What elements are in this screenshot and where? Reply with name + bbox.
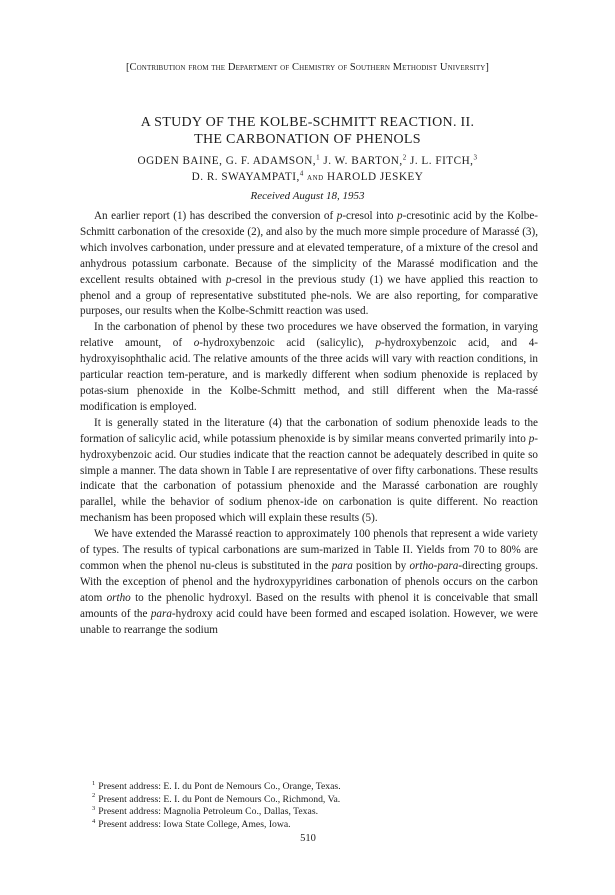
- title-line-2: THE CARBONATION OF PHENOLS: [194, 132, 421, 147]
- footnote-mark: 4: [92, 817, 96, 825]
- author-2-footnote-mark: 1: [316, 153, 321, 162]
- footnotes: [80, 781, 538, 831]
- author-3-footnote-mark: 2: [402, 153, 407, 162]
- footnote-text: Present address: Iowa State College, Ames, Iowa.: [98, 818, 291, 830]
- paragraph-4: We have extended the Marassé reaction to approximately 100 phenols that represent a wide variety of types. The results of typical carbonations are sum-marized in Table II. Yields from 70 to 80% are common when the phenol nu-cleus is substituted in the para position by ortho-para-directing groups. With the exception of phenol and the hydroxypyridines carbonation of phenols occurs on the carbon atom ortho to the phenolic hydroxyl. Based on the results with phenol it is conceivable that small amounts of the para-hydroxy acid could have been formed and escaped isolation. However, we were unable to rearrange the sodium: [80, 528, 539, 636]
- article-title: [60, 114, 555, 148]
- paragraph-3: It is generally stated in the literature (4) that the carbonation of sodium phenoxide leads to the formation of salicylic acid, while potassium phenoxide is by similar means converted primarily into p-hydroxybenzoic acid. Our studies indicate that the reaction cannot be adequately described in quite so simple a manner. The data shown in Table I are representative of over fifty carbonations. These results indicate that the carbonation of potassium phenoxide and the Marassé carbonation are roughly parallel, while the behavior of sodium phenox-ide on carbonation is quite different. No reaction mechanism has been proposed which will explain these results (5).: [80, 416, 538, 525]
- author-line-2: [60, 169, 555, 186]
- footnote-mark: 2: [92, 792, 96, 800]
- contribution-line: [Contribution from the Department of Chemistry of Southern Methodist University]: [125, 62, 490, 73]
- footnote-text: Present address: E. I. du Pont de Nemours Co., Orange, Texas.: [98, 781, 341, 792]
- author-5-footnote-mark: 4: [299, 169, 304, 178]
- footnote-2: [80, 794, 538, 807]
- author-5: D. R. SWAYAMPATI,: [191, 171, 300, 183]
- article-body: [80, 209, 538, 638]
- author-conjunction: and: [307, 172, 324, 183]
- author-6: HAROLD JESKEY: [327, 171, 424, 183]
- author-4-footnote-mark: 3: [473, 153, 478, 162]
- author-4: J. L. FITCH,: [409, 155, 474, 167]
- author-3: J. W. BARTON,: [323, 155, 403, 167]
- paragraph-2: In the carbonation of phenol by these two procedures we have observed the formation, in varying relative amount, of o-hydroxybenzoic acid (salicylic), p-hydroxybenzoic acid, and 4-hydroxyisophthalic acid. The relative amounts of the three acids will vary with reaction conditions, in particular reaction tem-perature, and is markedly different when sodium phenoxide is replaced by potas-sium phenoxide in the Kolbe-Schmitt method, and still different when the Ma-rassé modification is employed.: [80, 321, 539, 413]
- footnote-text: Present address: E. I. du Pont de Nemours Co., Richmond, Va.: [98, 793, 341, 805]
- footnote-mark: 3: [92, 804, 96, 812]
- footnote-4: [80, 819, 538, 832]
- footnote-mark: 1: [92, 779, 96, 787]
- author-1: OGDEN BAINE,: [137, 155, 223, 167]
- page-number: 510: [300, 833, 316, 844]
- title-line-1: A STUDY OF THE KOLBE-SCHMITT REACTION. II.: [140, 115, 475, 130]
- paragraph-1: An earlier report (1) has described the conversion of p-cresol into p-cresotinic acid by the Kolbe-Schmitt carbonation of the cresoxide (2), and also by the much more simple procedure of Marassé (3), which involves carbonation, under pressure and at elevated temperature, of a mixture of the cresol and anhydrous potassium carbonate. Because of the simplicity of the Marassé modification and the excellent results obtained with p-cresol in the previous study (1) we have applied this reaction to phenol and a group of representative substituted phe-nols. We are also reporting, for comparative purposes, our results when the Kolbe-Schmitt reaction was used.: [80, 210, 539, 318]
- footnote-text: Present address: Magnolia Petroleum Co., Dallas, Texas.: [98, 806, 319, 818]
- footnote-3: [80, 806, 538, 819]
- received-date: Received August 18, 1953: [250, 190, 365, 202]
- author-2: G. F. ADAMSON,: [225, 155, 317, 167]
- author-line-1: [60, 153, 555, 169]
- footnote-1: [80, 781, 538, 794]
- author-list: [60, 153, 555, 186]
